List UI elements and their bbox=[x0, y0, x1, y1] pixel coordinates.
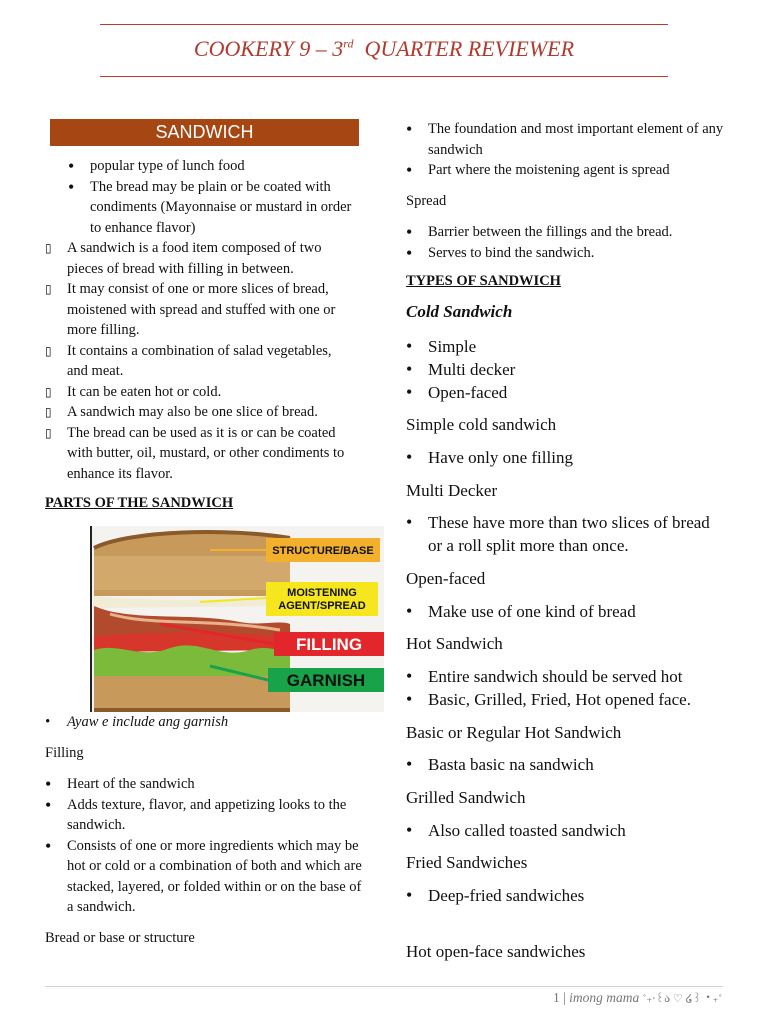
label-moistening-2: AGENT/SPREAD bbox=[278, 600, 366, 612]
basic-hot-label: Basic or Regular Hot Sandwich bbox=[406, 723, 622, 742]
garnish-note: • Ayaw e include ang garnish bbox=[45, 714, 229, 730]
page-title: COOKERY 9 – 3rd QUARTER REVIEWER bbox=[193, 36, 575, 61]
header-rule-bottom bbox=[100, 76, 668, 77]
list-item: ▯ It can be eaten hot or cold. bbox=[45, 382, 355, 403]
list-item: ▯ A sandwich is a food item composed of two pieces of bread with filling in between. bbox=[45, 238, 355, 279]
list-item: ▯ A sandwich may also be one slice of bread. bbox=[45, 402, 355, 423]
list-item: • Make use of one kind of bread bbox=[406, 600, 726, 623]
open-faced-label: Open-faced bbox=[406, 569, 486, 588]
hot-open-face-label: Hot open-face sandwiches bbox=[406, 942, 586, 961]
label-filling: FILLING bbox=[295, 635, 363, 654]
label-moistening-1: MOISTENING bbox=[287, 587, 357, 599]
label-structure: STRUCTURE/BASE bbox=[272, 545, 374, 557]
list-item: • Have only one filling bbox=[406, 446, 726, 469]
types-heading: TYPES OF SANDWICH bbox=[406, 273, 561, 289]
spread-bullets bbox=[406, 222, 724, 263]
list-item: • Deep-fried sandwiches bbox=[406, 884, 726, 907]
filling-bullets bbox=[45, 774, 363, 918]
footer-author: imong mama bbox=[569, 990, 640, 1005]
multi-decker-bullets bbox=[406, 511, 726, 557]
page-footer bbox=[553, 990, 722, 1006]
list-item: • Consists of one or more ingredients which may be hot or cold or a combination of both and which are stacked, layered, or folded within or on the base of a sandwich. bbox=[45, 836, 363, 918]
list-item: • Basta basic na sandwich bbox=[406, 753, 726, 776]
bread-label: Bread or base or structure bbox=[45, 930, 195, 946]
list-item: • Multi decker bbox=[406, 358, 726, 381]
fried-bullets bbox=[406, 884, 726, 907]
spread-label: Spread bbox=[406, 193, 447, 209]
list-item: • Serves to bind the sandwich. bbox=[406, 243, 724, 264]
list-item: ▯ It may consist of one or more slices of bread, moistened with spread and stuffed with one or more filling. bbox=[45, 279, 355, 341]
simple-bullets bbox=[406, 446, 726, 469]
basic-hot-bullets bbox=[406, 753, 726, 776]
cold-sandwich-heading: Cold Sandwich bbox=[406, 302, 513, 321]
footer-decoration: ˚₊‧꒰ა ♡ ໒꒱ ‧₊˚ bbox=[642, 993, 722, 1005]
list-item: • Open-faced bbox=[406, 381, 726, 404]
list-item: ▯ The bread can be used as it is or can be coated with butter, oil, mustard, or other condiments to enhance its flavor. bbox=[45, 423, 355, 485]
simple-label: Simple cold sandwich bbox=[406, 415, 557, 434]
fried-label: Fried Sandwiches bbox=[406, 853, 528, 872]
filling-label: Filling bbox=[45, 745, 84, 761]
intro-bullets bbox=[68, 156, 364, 238]
cold-types bbox=[406, 335, 726, 404]
list-item: • Also called toasted sandwich bbox=[406, 819, 726, 842]
grilled-bullets bbox=[406, 819, 726, 842]
header-rule-top bbox=[100, 24, 668, 25]
list-item: • These have more than two slices of bread or a roll split more than once. bbox=[406, 511, 726, 557]
sandwich-banner: SANDWICH bbox=[50, 119, 359, 146]
list-item: • Heart of the sandwich bbox=[45, 774, 363, 795]
grilled-label: Grilled Sandwich bbox=[406, 788, 526, 807]
list-item: • Part where the moistening agent is spread bbox=[406, 160, 724, 181]
list-item: • Adds texture, flavor, and appetizing looks to the sandwich. bbox=[45, 795, 363, 836]
hot-sandwich-label: Hot Sandwich bbox=[406, 634, 503, 653]
label-garnish: GARNISH bbox=[286, 671, 366, 690]
list-item: • The foundation and most important element of any sandwich bbox=[406, 119, 724, 160]
open-faced-bullets bbox=[406, 600, 726, 623]
bread-bullets bbox=[406, 119, 724, 181]
list-item: • Entire sandwich should be served hot bbox=[406, 665, 726, 688]
page-number: 1 | bbox=[552, 990, 566, 1005]
parts-heading: PARTS OF THE SANDWICH bbox=[45, 495, 234, 511]
sandwich-parts-image bbox=[90, 526, 384, 712]
list-item: • Basic, Grilled, Fried, Hot opened face. bbox=[406, 688, 726, 711]
list-item: • The bread may be plain or be coated with condiments (Mayonnaise or mustard in order to enhance flavor) bbox=[68, 177, 364, 239]
sandwich-facts bbox=[45, 238, 355, 484]
hot-sandwich-bullets bbox=[406, 665, 726, 711]
footer-rule bbox=[45, 986, 723, 987]
list-item: • Simple bbox=[406, 335, 726, 358]
list-item: • popular type of lunch food bbox=[68, 156, 364, 177]
multi-decker-label: Multi Decker bbox=[406, 481, 498, 500]
list-item: • Barrier between the fillings and the bread. bbox=[406, 222, 724, 243]
list-item: ▯ It contains a combination of salad vegetables, and meat. bbox=[45, 341, 355, 382]
